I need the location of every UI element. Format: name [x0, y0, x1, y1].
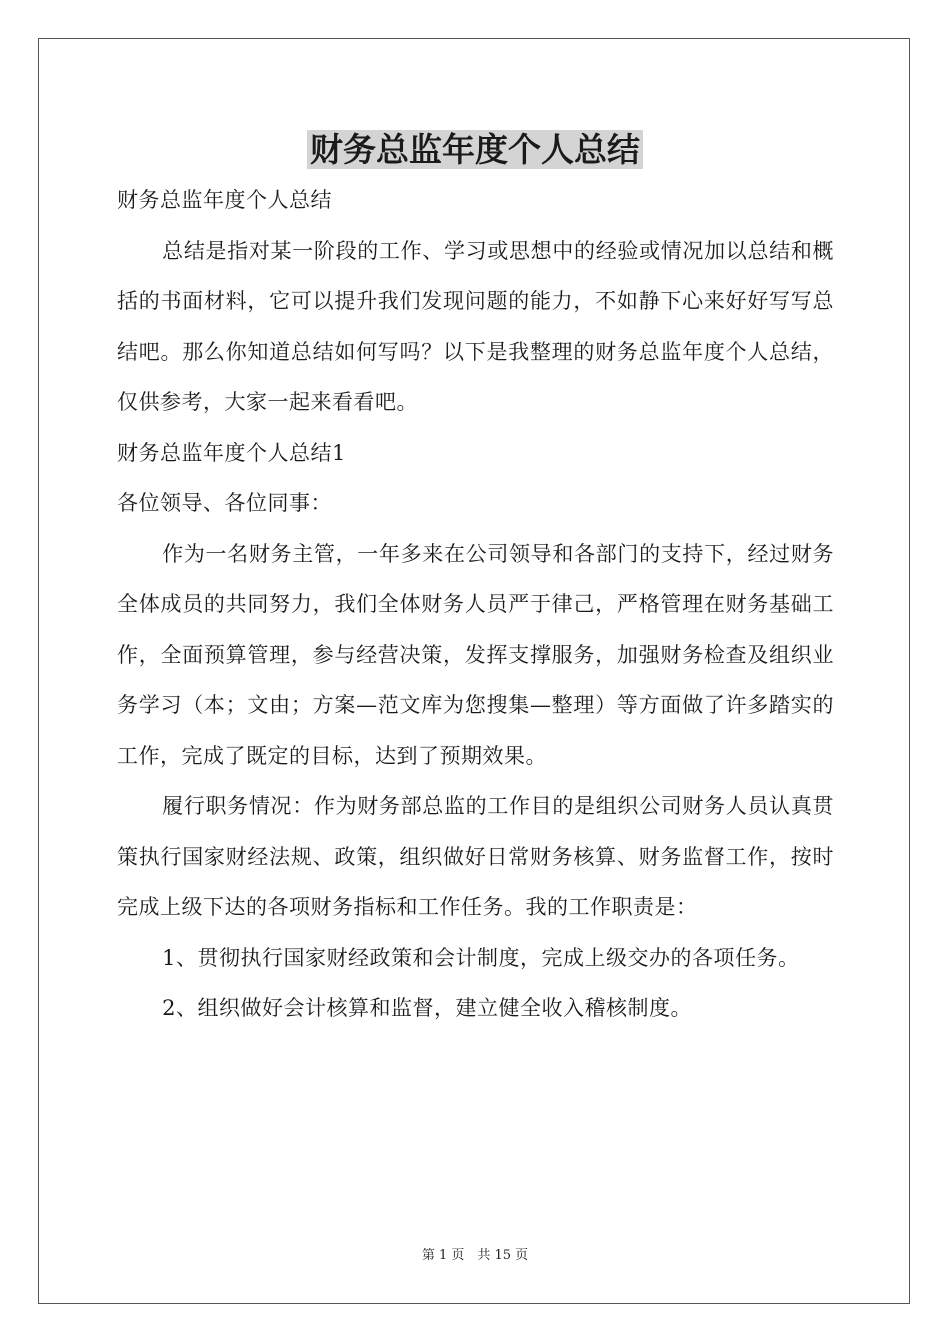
salutation-paragraph: 各位领导、各位同事：: [117, 491, 332, 515]
list-item-1: 1、贯彻执行国家财经政策和会计制度，完成上级交办的各项任务。: [162, 945, 800, 970]
body-paragraph-overview: 作为一名财务主管，一年多来在公司领导和各部门的支持下，经过财务全体成员的共同努力，我们全体财务人员严于律己，严格管理在财务基础工作，全面预算管理，参与经营决策，发挥支撑服务，加强财务检查及组织业务学习（本；文由；方案—范文库为您搜集—整理）等方面做了许多踏实的工作，完成了既定的目标，达到了预期效果。: [117, 541, 834, 768]
document-body: [117, 175, 834, 1034]
subtitle-paragraph: 财务总监年度个人总结: [117, 188, 332, 212]
document-title-text: 财务总监年度个人总结: [307, 130, 643, 169]
body-paragraph-duties: 履行职务情况：作为财务部总监的工作目的是组织公司财务人员认真贯策执行国家财经法规、政策，组织做好日常财务核算、财务监督工作，按时完成上级下达的各项财务指标和工作任务。我的工作职责是：: [117, 794, 834, 919]
page-number-footer: 第 1 页 共 15 页: [421, 1248, 529, 1263]
list-item-2: 2、组织做好会计核算和监督，建立健全收入稽核制度。: [162, 996, 692, 1020]
intro-paragraph: 总结是指对某一阶段的工作、学习或思想中的经验或情况加以总结和概括的书面材料，它可以提升我们发现问题的能力，不如静下心来好好写写总结吧。那么你知道总结如何写吗？以下是我整理的财务总监年度个人总结，仅供参考，大家一起来看看吧。: [117, 238, 834, 414]
section-heading-1: 财务总监年度个人总结1: [117, 440, 346, 465]
document-title: [0, 124, 950, 176]
